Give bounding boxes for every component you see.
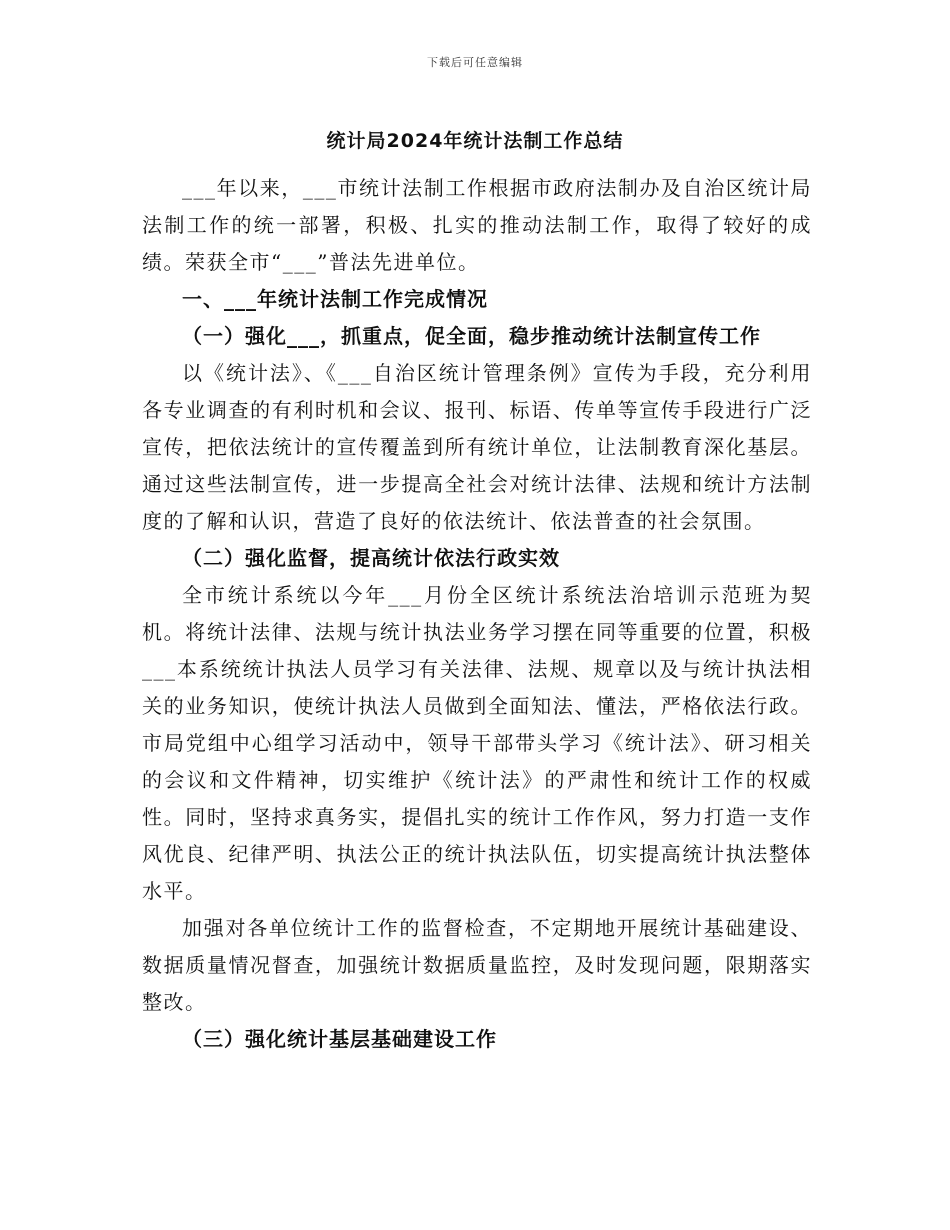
subsection-heading-1: （一）强化___，抓重点，促全面，稳步推动统计法制宣传工作 (182, 324, 761, 348)
document-body (142, 170, 812, 1058)
page-header-note: 下载后可任意编辑 (427, 56, 523, 69)
paragraph-supervision: 全市统计系统以今年___月份全区统计系统法治培训示范班为契机。将统计法律、法规与统计执法业务学习摆在同等重要的位置，积极___本系统统计执法人员学习有关法律、法规、规章以及与统计执法相关的业务知识，使统计执法人员做到全面知法、懂法，严格依法行政。市局党组中心组学习活动中，领导干部带头学习《统计法》、研习相关的会议和文件精神，切实维护《统计法》的严肃性和统计工作的权威性。同时，坚持求真务实，提倡扎实的统计工作作风，努力打造一支作风优良、纪律严明、执法公正的统计执法队伍，切实提高统计执法整体水平。 (142, 583, 812, 903)
paragraph-inspection: 加强对各单位统计工作的监督检查，不定期地开展统计基础建设、数据质量情况督查，加强统计数据质量监控，及时发现问题，限期落实整改。 (142, 916, 812, 1014)
subsection-heading-3: （三）强化统计基层基础建设工作 (182, 1027, 497, 1051)
subsection-heading-2: （二）强化监督，提高统计依法行政实效 (182, 546, 560, 570)
paragraph-publicity: 以《统计法》、《___自治区统计管理条例》宣传为手段，充分利用各专业调查的有利时机和会议、报刊、标语、传单等宣传手段进行广泛宣传，把依法统计的宣传覆盖到所有统计单位，让法制教育深化基层。通过这些法制宣传，进一步提高全社会对统计法律、法规和统计方法制度的了解和认识，营造了良好的依法统计、依法普查的社会氛围。 (142, 361, 812, 533)
document-title: 统计局2024年统计法制工作总结 (326, 130, 624, 152)
section-heading-1: 一、___年统计法制工作完成情况 (182, 287, 488, 311)
paragraph-intro: ___年以来，___市统计法制工作根据市政府法制办及自治区统计局法制工作的统一部署，积极、扎实的推动法制工作，取得了较好的成绩。荣获全市“___”普法先进单位。 (142, 176, 812, 274)
